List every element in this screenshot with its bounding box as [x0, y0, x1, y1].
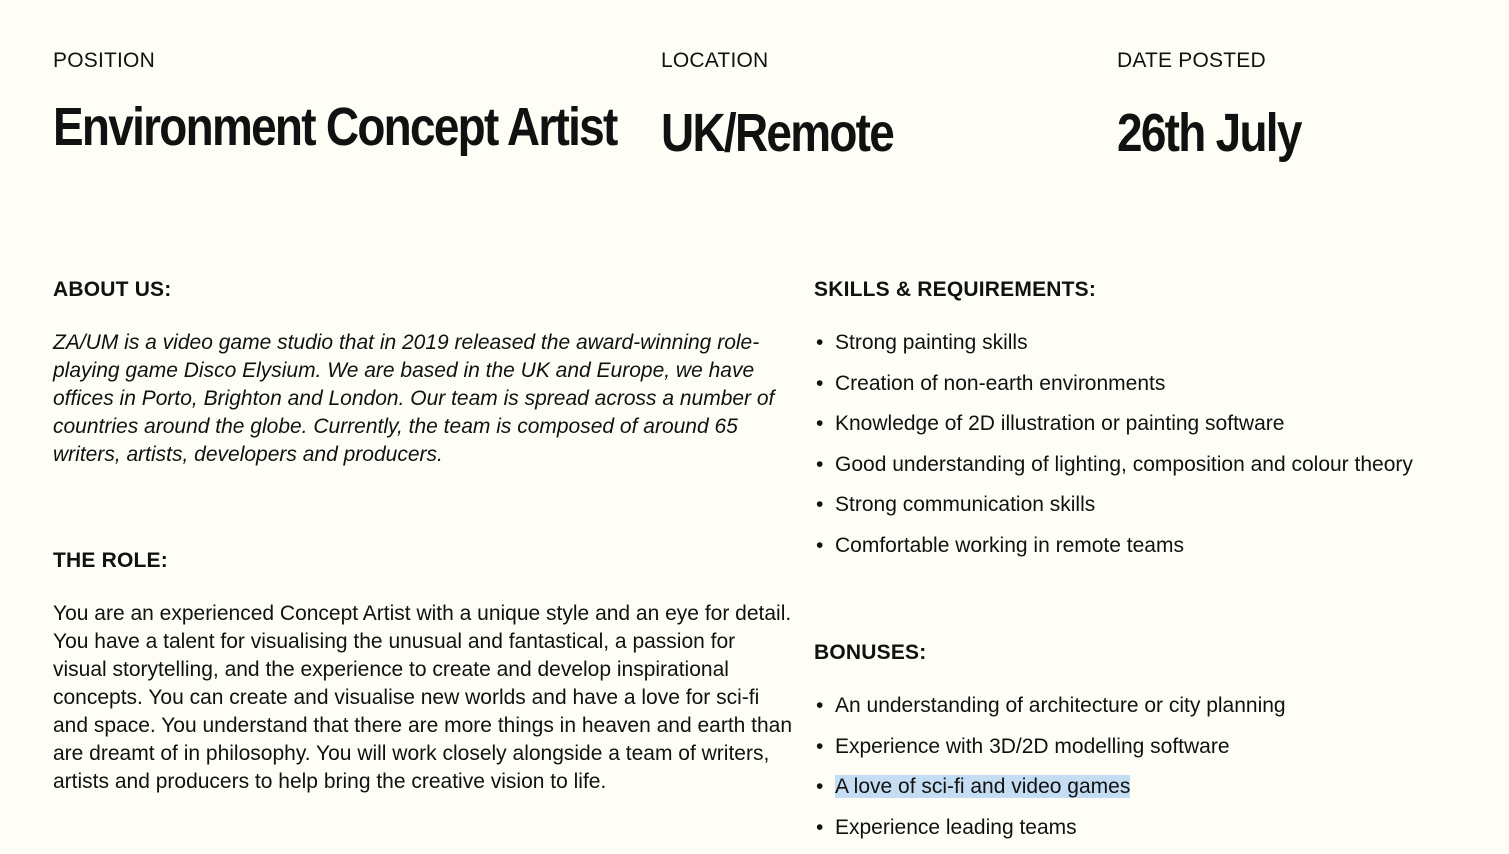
- date-posted-label: DATE POSTED: [1117, 49, 1266, 72]
- bonuses-list-item: • Experience with 3D/2D modelling software: [814, 733, 1286, 761]
- role-section: [53, 548, 793, 796]
- date-block: [1117, 48, 1497, 163]
- role-text: You are an experienced Concept Artist with a unique style and an eye for detail. You have a talent for visualising the unusual and fantastical, a passion for visual storytelling, and the experience to create and develop inspirational concepts. You can create and visualise new worlds and have a love for sci-fi and space. You understand that there are more things in heaven and earth than are dreamt of in philosophy. You will work closely alongside a team of writers, artists and producers to help bring the creative vision to life.: [53, 602, 793, 793]
- skills-heading: SKILLS & REQUIREMENTS:: [814, 278, 1097, 301]
- location-block: [661, 48, 1081, 163]
- skills-list-item: • Knowledge of 2D illustration or painting software: [814, 410, 1413, 438]
- position-label: POSITION: [53, 49, 155, 72]
- location-value: UK/Remote: [661, 103, 894, 163]
- skills-list: [814, 329, 1413, 560]
- about-section: [53, 277, 788, 469]
- bonuses-list: [814, 692, 1286, 842]
- skills-list-item: • Strong painting skills: [814, 329, 1413, 357]
- skills-section: [814, 277, 1413, 573]
- skills-list-item: • Strong communication skills: [814, 491, 1413, 519]
- skills-list-item: • Good understanding of lighting, composition and colour theory: [814, 451, 1413, 479]
- skills-list-item: • Creation of non-earth environments: [814, 370, 1413, 398]
- bonuses-heading: BONUSES:: [814, 641, 927, 664]
- bonuses-section: [814, 640, 1286, 854]
- skills-list-item: • Comfortable working in remote teams: [814, 532, 1413, 560]
- about-text: ZA/UM is a video game studio that in 2019 released the award-winning role-playing game Disco Elysium. We are based in the UK and Europe, we have offices in Porto, Brighton and London. Our team is spread across a number of countries around the globe. Currently, the team is composed of around 65 writers, artists, developers and producers.: [53, 331, 775, 466]
- location-label: LOCATION: [661, 49, 769, 72]
- date-posted-value: 26th July: [1117, 103, 1301, 163]
- position-title: Environment Concept Artist: [53, 97, 617, 157]
- bonuses-list-item: • An understanding of architecture or city planning: [814, 692, 1286, 720]
- selected-text: A love of sci-fi and video games: [835, 775, 1131, 799]
- role-heading: THE ROLE:: [53, 549, 168, 572]
- bonuses-list-item: [814, 773, 1286, 801]
- bonuses-list-item: • Experience leading teams: [814, 814, 1286, 842]
- about-heading: ABOUT US:: [53, 278, 172, 301]
- position-block: [53, 48, 673, 157]
